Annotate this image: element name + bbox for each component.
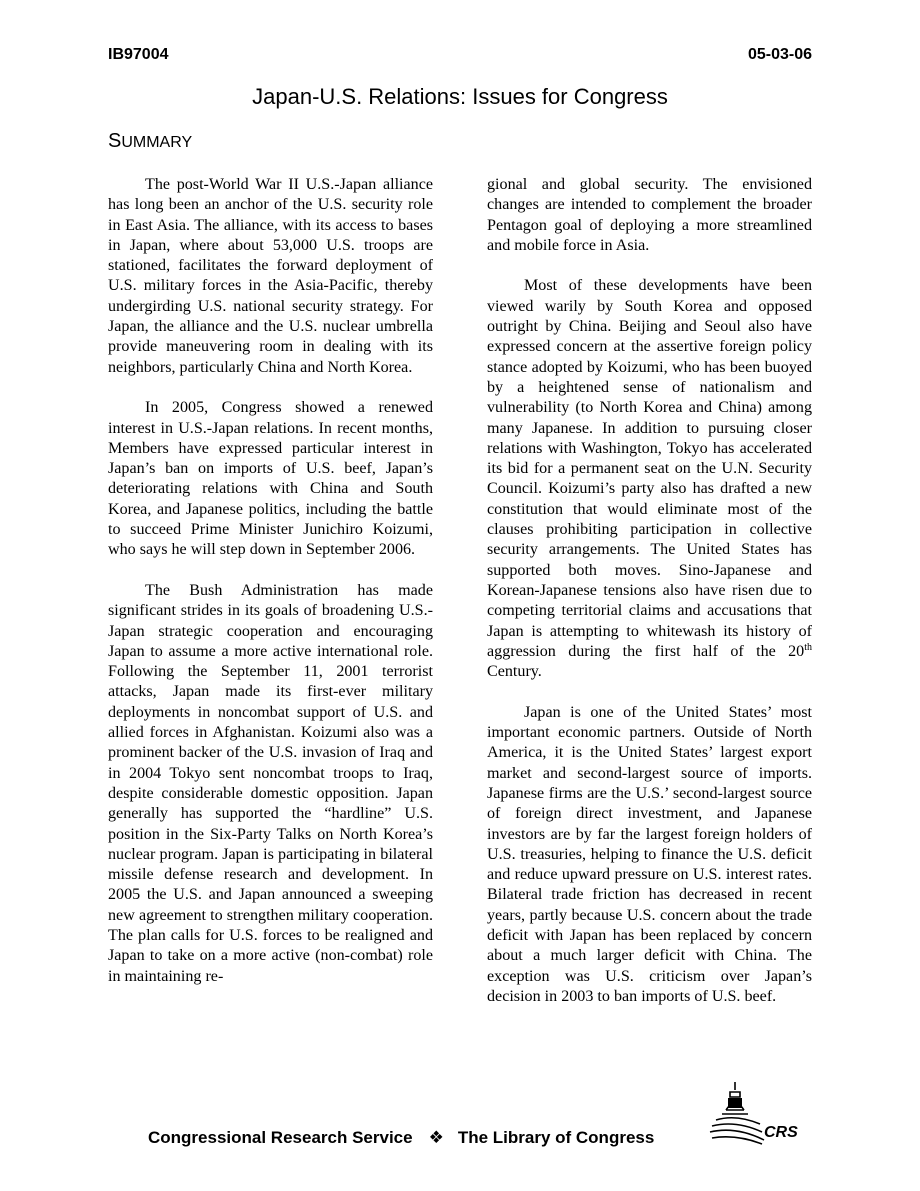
left-column [108, 175, 433, 987]
right-column [487, 175, 812, 1007]
section-heading [108, 130, 192, 153]
section-heading-initial: S [108, 130, 122, 152]
paragraph-regional-reactions [487, 276, 812, 682]
footer-text [148, 1128, 654, 1148]
paragraph-bush-administration: The Bush Administration has made significant strides in its goals of broadening U.S.-Japan strategic cooperation and encouraging Japan to assume a more active international role. Following the September 11, 2001 terrorist attacks, Japan made its first-ever military deployments in noncombat support of U.S. and allied forces in Afghanistan. Koizumi also was a prominent backer of the U.S. invasion of Iraq and in 2004 Tokyo sent noncombat troops to Iraq, despite considerable domestic opposition. Japan generally has supported the “hardline” U.S. position in the Six-Party Talks on North Korea’s nuclear program. Japan is participating in bilateral missile defense research and development. In 2005 the U.S. and Japan announced a sweeping new agreement to strengthen military cooperation. The plan calls for U.S. forces to be realigned and Japan to take on a more active (non-combat) role in maintaining re- [108, 581, 433, 985]
ordinal-superscript: th [804, 641, 812, 653]
footer-crs-name: Congressional Research Service [148, 1128, 413, 1147]
paragraph-congress: In 2005, Congress showed a renewed interest in U.S.-Japan relations. In recent months, Members have expressed particular interest in Japan’s ban on imports of U.S. beef, Japan’s deteriorating relations with China and South Korea, and Japanese politics, including the battle to succeed Prime Minister Junichiro Koizumi, who says he will step down in September 2006. [108, 399, 433, 559]
footer-library-name: The Library of Congress [457, 1128, 655, 1147]
report-id: IB97004 [108, 46, 169, 63]
report-date: 05-03-06 [747, 46, 812, 63]
paragraph-regional-reactions-end: Century. [487, 663, 542, 681]
paragraph-economic-partners: Japan is one of the United States’ most important economic partners. Outside of North America, it is the United States’ largest export market and second-largest source of imports. Japanese firms are the U.S.’ second-largest source of foreign direct investment, and Japanese investors are by far the largest foreign holders of U.S. treasuries, helping to finance the U.S. deficit and reduce upward pressure on U.S. interest rates. Bilateral trade friction has decreased in recent years, partly because U.S. concern about the trade deficit with Japan has been replaced by concern about a much larger deficit with China. The exception was U.S. criticism over Japan’s decision in 2003 to ban imports of U.S. beef. [487, 703, 812, 1005]
paragraph-regional-reactions-text: Most of these developments have been viewed warily by South Korea and opposed outright by China. Beijing and Seoul also have expressed concern at the assertive foreign policy stance adopted by Koizumi, who has been buoyed by a heightened sense of nationalism and vulnerability (to North Korea and China) among many Japanese. In addition to pursuing closer relations with Washington, Tokyo has accelerated its bid for a permanent seat on the U.N. Security Council. Koizumi’s party also has drafted a new constitution that would eliminate most of the clauses prohibiting participation in collective security arrangements. The United States has supported both moves. Sino-Japanese and Korean-Japanese tensions also have risen due to competing territorial claims and accusations that Japan is attempting to whitewash its history of aggression during the first half of the 20 [487, 277, 812, 660]
paragraph-alliance: The post-World War II U.S.-Japan alliance has long been an anchor of the U.S. security role in East Asia. The alliance, with its access to bases in Japan, where about 53,000 U.S. troops are stationed, facilitates the forward deployment of U.S. military forces in the Asia-Pacific, thereby undergirding U.S. national security strategy. For Japan, the alliance and the U.S. nuclear umbrella provide maneuvering room in dealing with its neighbors, particularly China and North Korea. [108, 176, 433, 376]
section-heading-rest: UMMARY [121, 134, 193, 151]
crs-logo-text: CRS [764, 1124, 798, 1141]
paragraph-bush-administration-continued: gional and global security. The envisioned changes are intended to complement the broader Pentagon goal of deploying a more streamlined and mobile force in Asia. [487, 176, 812, 254]
diamond-separator-icon: ❖ [428, 1128, 444, 1147]
page-title: Japan-U.S. Relations: Issues for Congress [252, 84, 668, 109]
